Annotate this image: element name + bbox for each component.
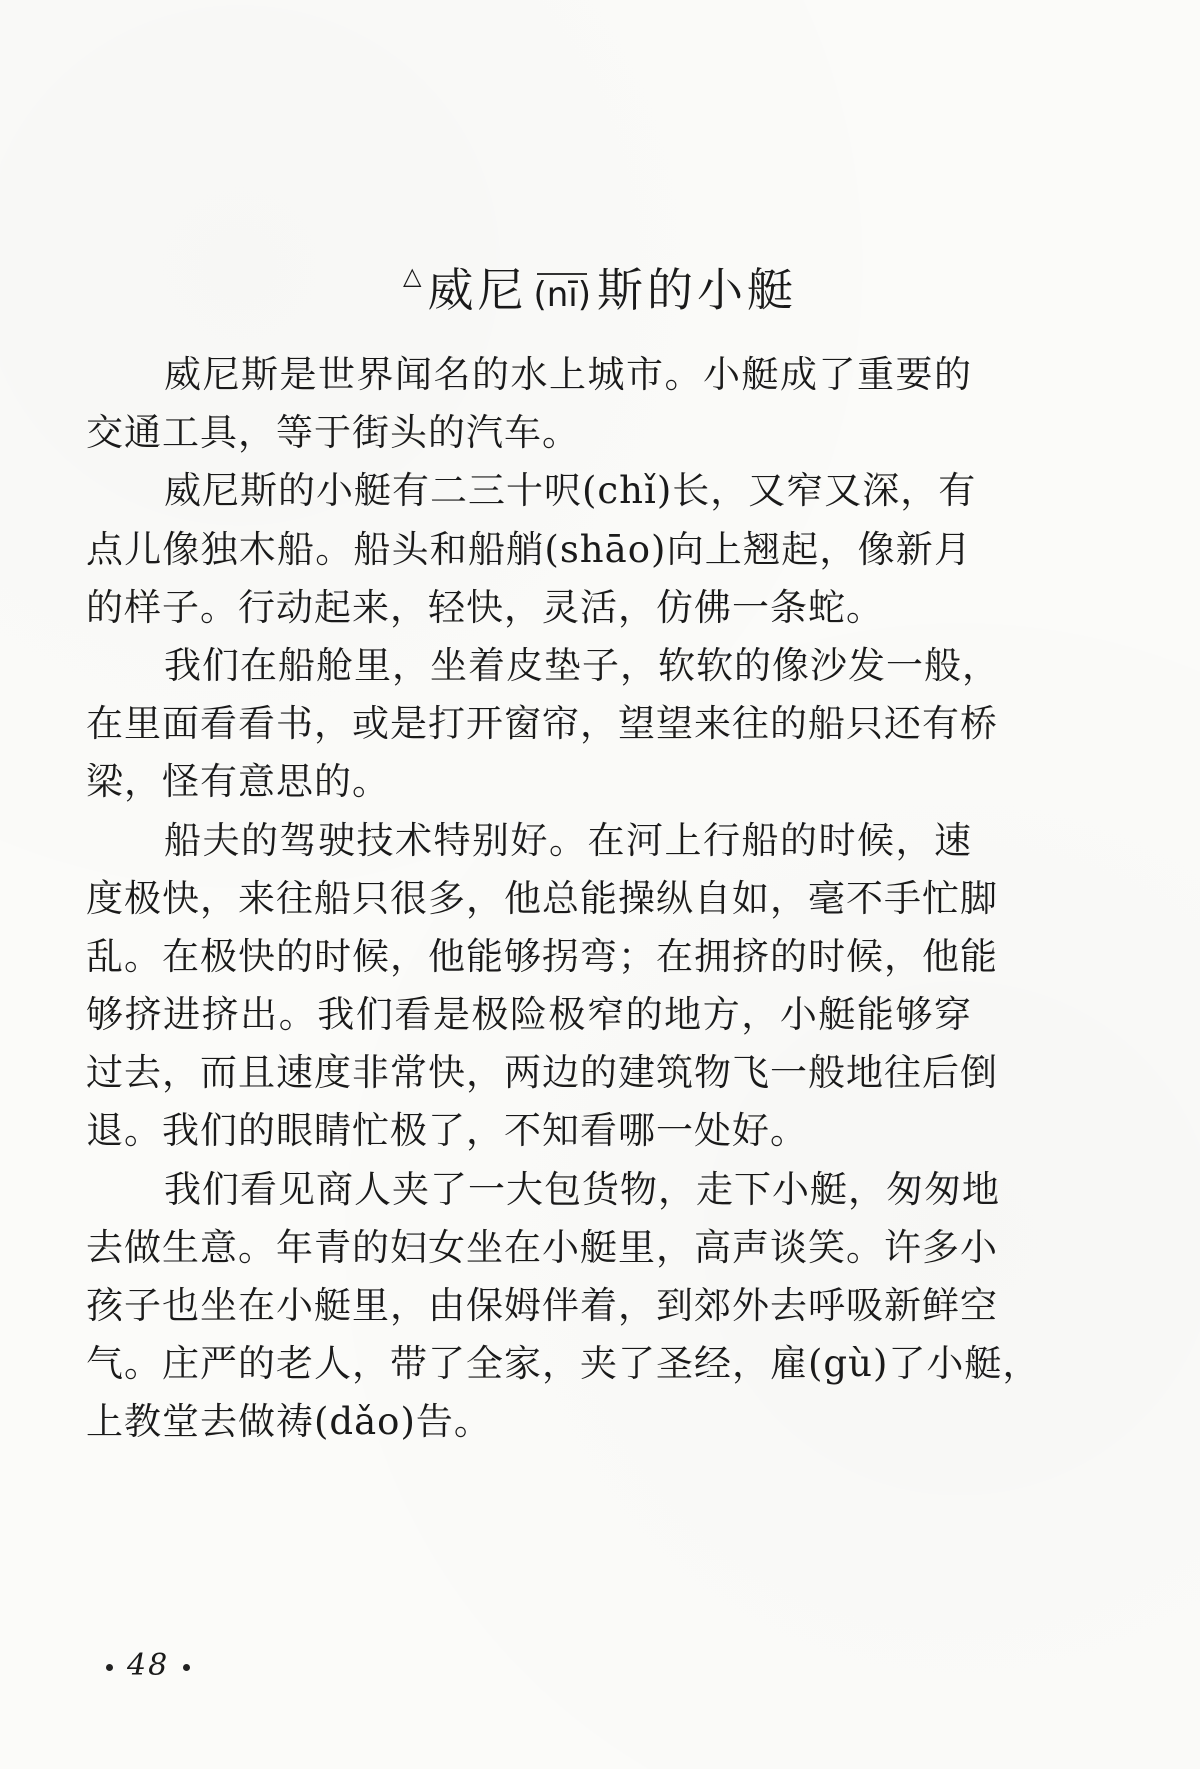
text-line: 我们在船舱里，坐着皮垫子，软软的像沙发一般， <box>164 643 1000 687</box>
title-text-before: 威尼 <box>427 263 528 317</box>
body-text <box>86 346 1041 1452</box>
lesson-title <box>0 246 1200 325</box>
text-line: 气。庄严的老人，带了全家，夹了圣经，雇(gù)了小艇， <box>86 1342 1041 1386</box>
text-line: 点儿像独木船。船头和船艄(shāo)向上翘起，像新月 <box>86 527 972 571</box>
text-line: 的样子。行动起来，轻快，灵活，仿佛一条蛇。 <box>86 585 884 629</box>
paragraph-1 <box>86 346 972 462</box>
text-line: 梁，怪有意思的。 <box>86 760 390 804</box>
paragraph-4 <box>86 812 998 1161</box>
text-line: 船夫的驾驶技术特别好。在河上行船的时候，速 <box>164 818 972 862</box>
triangle-marker-icon: △ <box>403 262 426 290</box>
text-line: 够挤进挤出。我们看是极险极窄的地方，小艇能够穿 <box>86 993 972 1037</box>
page-number-value: 48 <box>127 1648 170 1683</box>
title-pinyin-annotation: (nī) <box>527 275 597 315</box>
text-line: 退。我们的眼睛忙极了，不知看哪一处好。 <box>86 1109 808 1153</box>
text-line: 度极快，来往船只很多，他总能操纵自如，毫不手忙脚 <box>86 876 998 920</box>
text-line: 孩子也坐在小艇里，由保姆伴着，到郊外去呼吸新鲜空 <box>86 1284 998 1327</box>
text-line: 威尼斯是世界闻名的水上城市。小艇成了重要的 <box>164 353 972 396</box>
text-line: 我们看见商人夹了一大包货物，走下小艇，匆匆地 <box>164 1167 1000 1211</box>
text-line: 上教堂去做祷(dǎo)告。 <box>86 1400 492 1444</box>
text-line: 乱。在极快的时候，他能够拐弯；在拥挤的时候，他能 <box>86 934 998 978</box>
title-text-after: 斯的小艇 <box>597 263 797 317</box>
bullet-dot-icon <box>106 1664 113 1671</box>
text-line: 交通工具，等于街头的汽车。 <box>86 411 580 455</box>
page-number <box>92 1648 204 1683</box>
paragraph-3 <box>86 637 1000 812</box>
text-line: 过去，而且速度非常快，两边的建筑物飞一般地往后倒 <box>86 1051 998 1095</box>
text-line: 去做生意。年青的妇女坐在小艇里，高声谈笑。许多小 <box>86 1225 998 1269</box>
paragraph-2 <box>86 462 977 637</box>
paragraph-5 <box>86 1161 1041 1452</box>
bullet-dot-icon <box>183 1664 190 1671</box>
text-line: 在里面看看书，或是打开窗帘，望望来往的船只还有桥 <box>86 702 998 746</box>
text-line: 威尼斯的小艇有二三十呎(chǐ)长，又窄又深，有 <box>164 469 977 513</box>
